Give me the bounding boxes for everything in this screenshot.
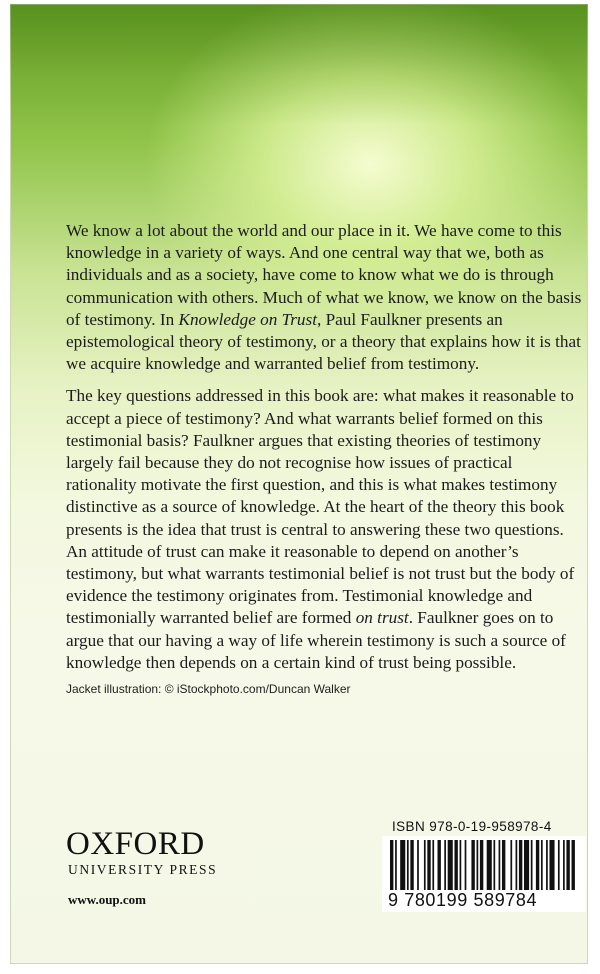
blurb-paragraph-2: The key questions addressed in this book are: what makes it reasonable to accept a piece of testimony? And what warrants belief formed on this testimonial basis? Faulkner argues that existing theories of testimony largely fail because they do not recognise how issues of practical rationality motivate the first question, and this is what makes testimony distinctive as a source of knowledge. At the heart of the theory this book presents is the idea that trust is central to answering these two questions. An attitude of trust can make it reasonable to depend on another’s testimony, but what warrants testimonial belief is not trust but the body of evidence the testimony originates from. Testimonial knowledge and testimonially warranted belief are formed on trust. Faulkner goes on to argue that our having a way of life wherein testimony is such a source of knowledge then depends on a certain kind of trust being possible. — [66, 386, 575, 672]
publisher-logo-oxford: OXFORD — [66, 826, 205, 862]
publisher-url: www.oup.com — [68, 892, 147, 907]
isbn-label: ISBN 978-0-19-958978-4 — [392, 819, 552, 834]
blurb-paragraph-1: We know a lot about the world and our place in it. We have come to this knowledge in a variety of ways. And one central way that we, both as individuals and as a society, have come to know what we do is through communication with others. Much of what we know, we know on the basis of testimony. In Knowledge on Trust, Paul Faulkner presents an epistemological theory of testimony, or a theory that explains how it is that we acquire knowledge and warranted belief from testimony. — [66, 221, 582, 374]
green-gradient-band — [10, 4, 588, 124]
book-title-italic: Knowledge on Trust — [178, 309, 317, 329]
barcode-panel — [382, 836, 586, 912]
barcode-icon — [390, 840, 580, 890]
back-cover — [10, 4, 588, 964]
blurb — [66, 220, 586, 684]
page-edge — [0, 964, 600, 974]
on-trust-italic: on trust — [355, 608, 409, 628]
barcode-digits: 9 780199 589784 — [388, 890, 538, 910]
jacket-credit: Jacket illustration: © iStockphoto.com/Duncan Walker — [66, 682, 351, 696]
publisher-press: UNIVERSITY PRESS — [68, 862, 218, 877]
